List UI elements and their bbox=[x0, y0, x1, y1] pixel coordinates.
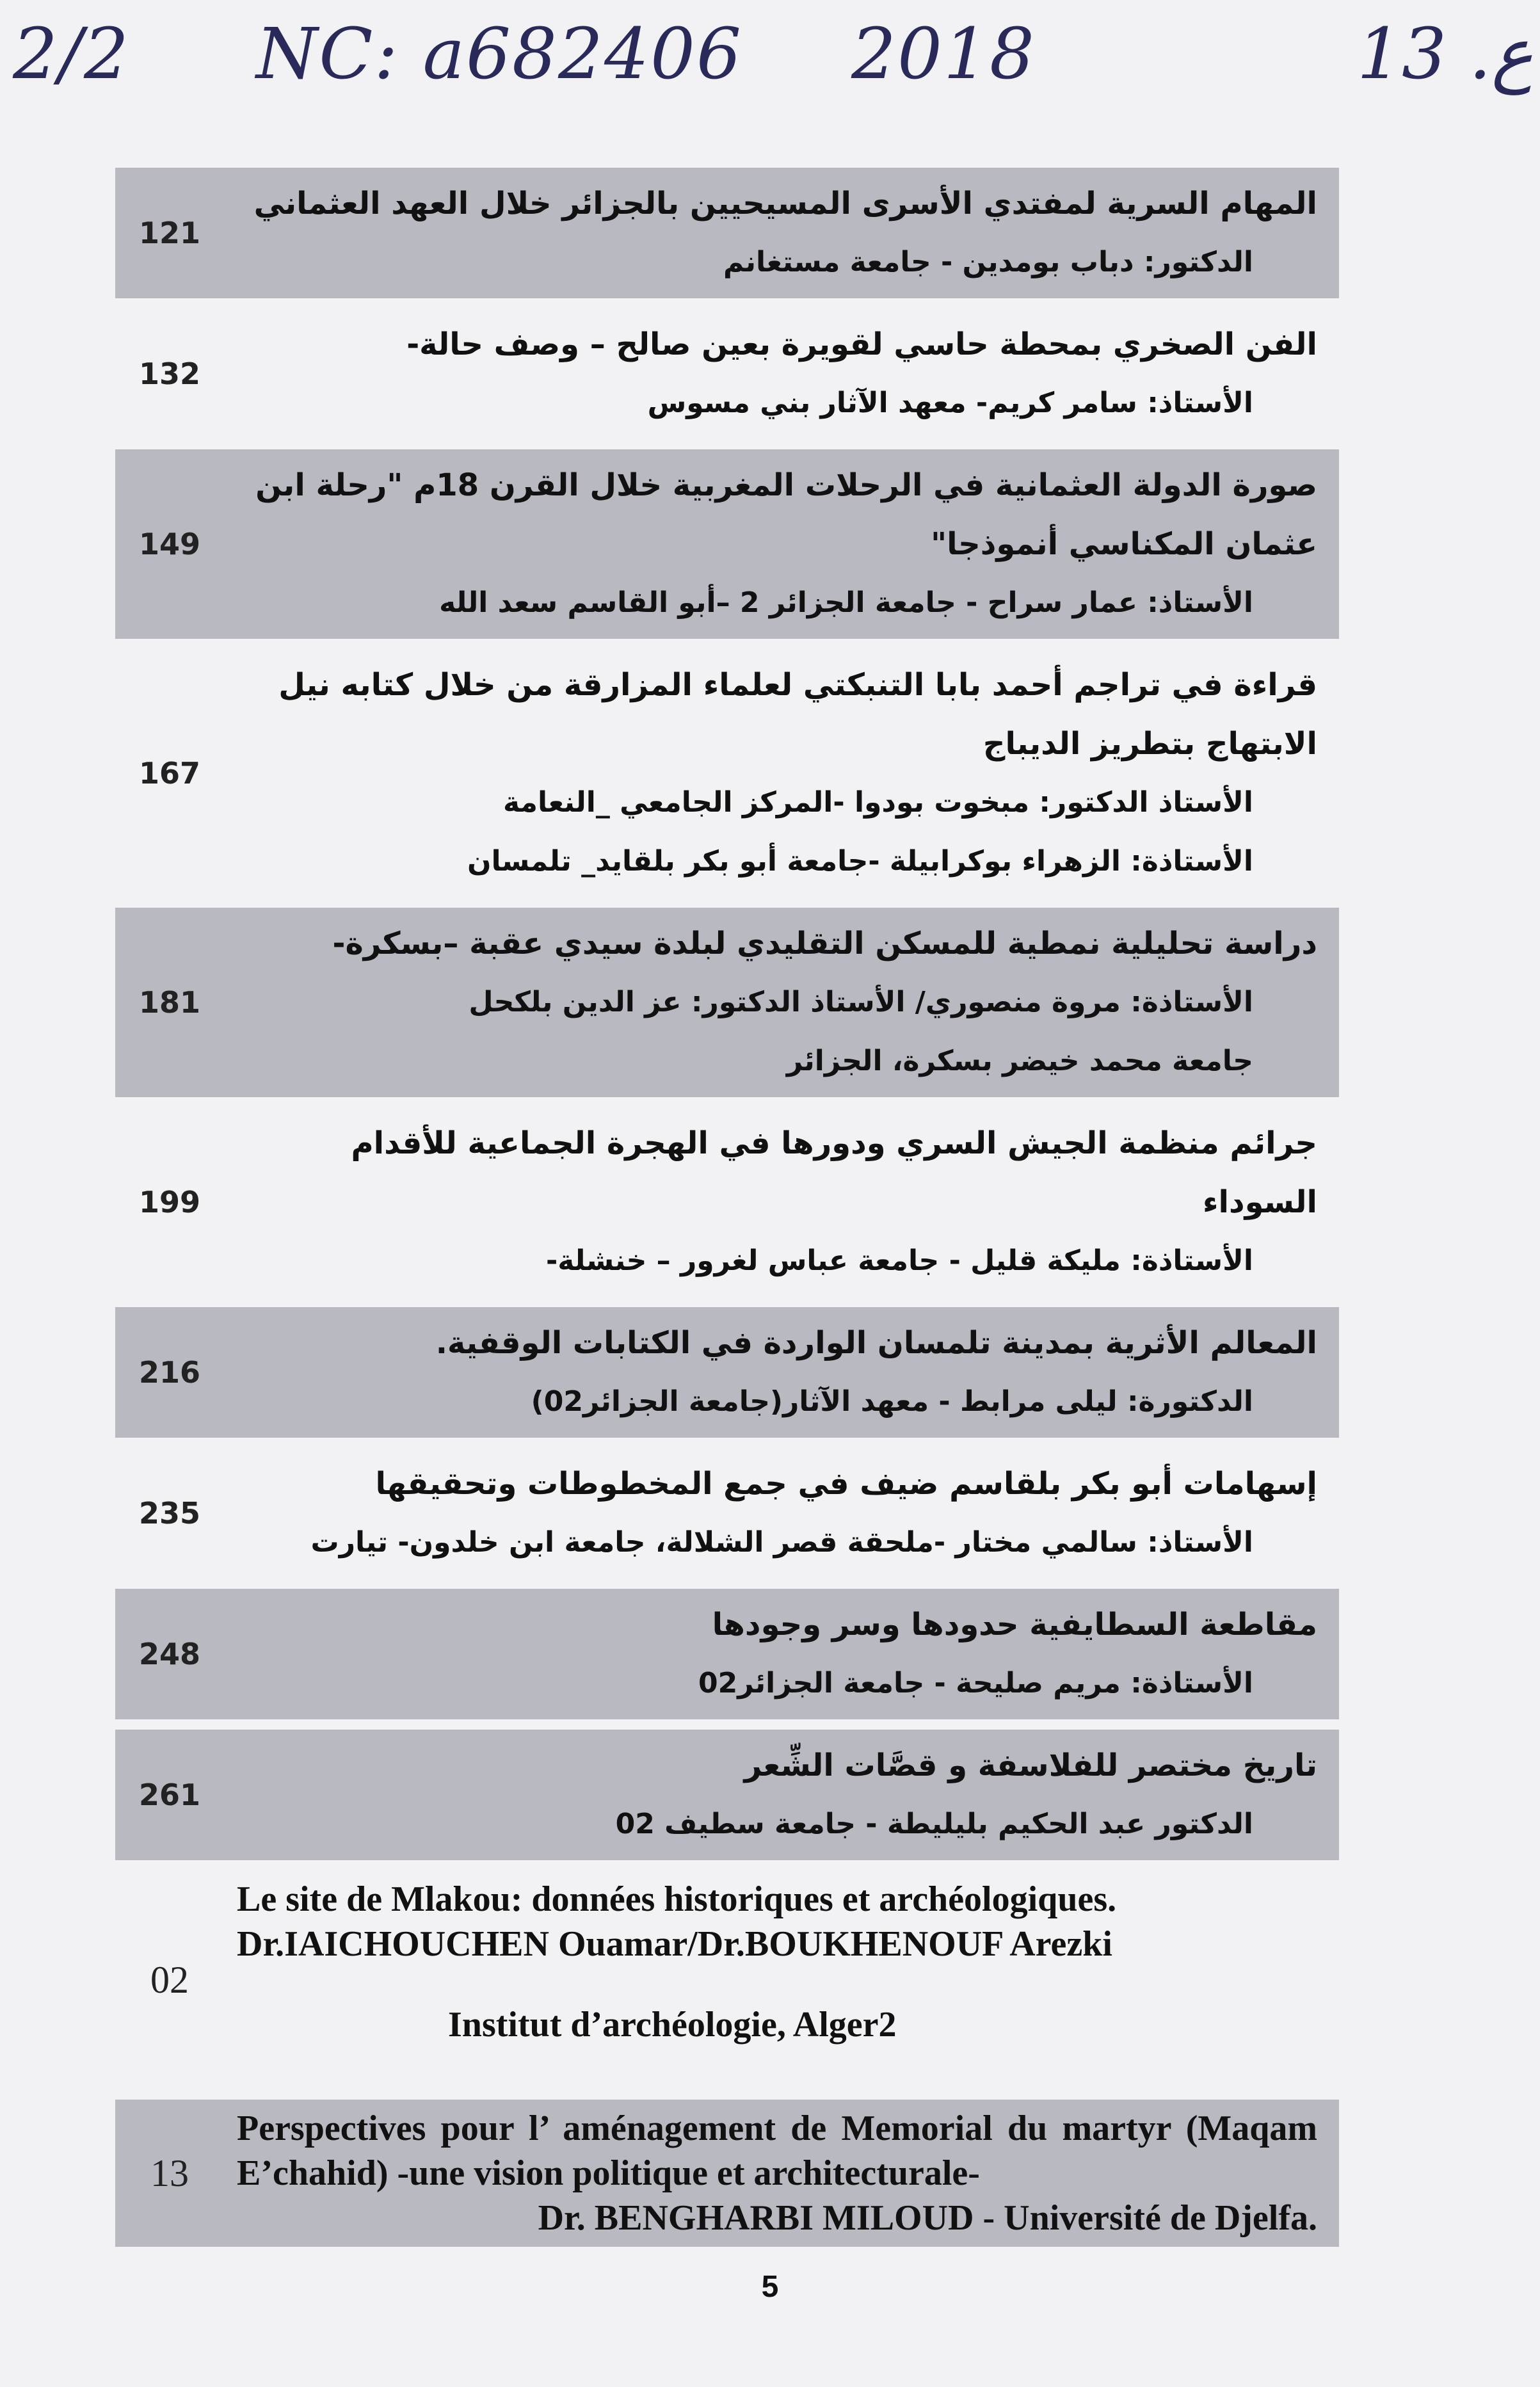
toc-entry-french bbox=[115, 1870, 1339, 2089]
entry-title: دراسة تحليلية نمطية للمسكن التقليدي لبلدة سيدي عقبة –بسكرة- bbox=[332, 926, 1317, 961]
entry-title: إسهامات أبو بكر بلقاسم ضيف في جمع المخطوطات وتحقيقها bbox=[375, 1466, 1317, 1502]
toc-entry bbox=[115, 309, 1339, 439]
entry-page-number: 248 bbox=[138, 1637, 201, 1671]
entry-page-number: 261 bbox=[138, 1778, 201, 1812]
entry-page-number: 181 bbox=[138, 985, 201, 1020]
entry-author: الأستاذة: الزهراء بوكرابيلة -جامعة أبو بكر بلقايد_ تلمسان bbox=[467, 845, 1253, 878]
entry-body bbox=[224, 449, 1339, 639]
entry-title: الفن الصخري بمحطة حاسي لقويرة بعين صالح – وصف حالة- bbox=[406, 326, 1317, 362]
entry-author: الدكتورة: ليلى مرابط - معهد الآثار(جامعة الجزائر02) bbox=[531, 1385, 1253, 1418]
toc-entry bbox=[115, 1107, 1339, 1297]
entry-page-number: 121 bbox=[138, 216, 201, 250]
handwritten-reference: NC: a682406 bbox=[256, 13, 742, 95]
entry-author: Dr.IAICHOUCHEN Ouamar/Dr.BOUKHENOUF Arezki bbox=[237, 1924, 1112, 1964]
handwritten-note-left: 2/2 bbox=[13, 13, 131, 95]
toc-entry bbox=[115, 1307, 1339, 1438]
entry-body bbox=[224, 309, 1339, 439]
entry-page-number: 216 bbox=[138, 1355, 201, 1390]
entry-title: مقاطعة السطايفية حدودها وسر وجودها bbox=[712, 1607, 1317, 1643]
entry-page-number: 149 bbox=[138, 527, 201, 561]
entry-page-number: 199 bbox=[138, 1185, 201, 1219]
entry-title: Perspectives pour l’ aménagement de Memorial du martyr (Maqam E’chahid) -une vision politique et architecturale- bbox=[237, 2109, 1317, 2193]
handwritten-year: 2018 bbox=[851, 13, 1036, 95]
entry-author: الأستاذة: مليكة قليل - جامعة عباس لغرور – خنشلة- bbox=[545, 1244, 1253, 1277]
toc-entry bbox=[115, 1589, 1339, 1719]
entry-author: الأستاذ: سالمي مختار -ملحقة قصر الشلالة، جامعة ابن خلدون- تيارت bbox=[310, 1526, 1253, 1559]
entry-body bbox=[224, 1589, 1339, 1719]
entry-affiliation: Institut d’archéologie, Alger2 bbox=[448, 2005, 897, 2045]
entry-title: المعالم الأثرية بمدينة تلمسان الواردة في الكتابات الوقفية. bbox=[435, 1325, 1317, 1361]
entry-title: صورة الدولة العثمانية في الرحلات المغربية خلال القرن 18م "رحلة ابن عثمان المكناسي أنموذجا" bbox=[255, 467, 1317, 562]
entry-page-number: 132 bbox=[138, 357, 201, 391]
entry-author: Dr. BENGHARBI MILOUD - Université de Djelfa. bbox=[538, 2198, 1317, 2238]
entry-body bbox=[224, 1448, 1339, 1579]
entry-author: الأستاذة: مروة منصوري/ الأستاذ الدكتور: عز الدين بلكحل bbox=[469, 986, 1253, 1018]
entry-title: جرائم منظمة الجيش السري ودورها في الهجرة الجماعية للأقدام السوداء bbox=[351, 1125, 1317, 1220]
entry-author: الأستاذ: عمار سراح - جامعة الجزائر 2 –أبو القاسم سعد الله bbox=[439, 586, 1253, 619]
entry-page-number: 13 bbox=[150, 2151, 189, 2194]
entry-body bbox=[224, 1730, 1339, 1860]
entry-title: قراءة في تراجم أحمد بابا التنبكتي لعلماء المزارقة من خلال كتابه نيل الابتهاج بتطريز الديباج bbox=[278, 667, 1317, 762]
table-of-contents bbox=[115, 168, 1339, 2257]
entry-body bbox=[224, 1870, 1339, 2089]
entry-body bbox=[224, 2100, 1339, 2247]
entry-body bbox=[224, 649, 1339, 897]
entry-title: Le site de Mlakou: données historiques et archéologiques. bbox=[237, 1879, 1117, 1919]
toc-entry bbox=[115, 168, 1339, 298]
entry-page-number: 02 bbox=[150, 1958, 189, 2001]
entry-author: الأستاذ الدكتور: مبخوت بودوا -المركز الجامعي _النعامة bbox=[503, 786, 1253, 819]
entry-author: الدكتور عبد الحكيم بليليطة - جامعة سطيف 02 bbox=[615, 1808, 1253, 1840]
entry-author: الدكتور: دباب بومدين - جامعة مستغانم bbox=[723, 246, 1253, 278]
entry-page-number: 167 bbox=[138, 756, 201, 791]
entry-author: جامعة محمد خيضر بسكرة، الجزائر bbox=[786, 1045, 1253, 1077]
entry-body bbox=[224, 168, 1339, 298]
page-number: 5 bbox=[761, 2270, 779, 2304]
handwritten-note-right: 13 .ع bbox=[1357, 13, 1534, 95]
toc-entry bbox=[115, 449, 1339, 639]
toc-entry bbox=[115, 1730, 1339, 1860]
entry-title: المهام السرية لمفتدي الأسرى المسيحيين بالجزائر خلال العهد العثماني bbox=[253, 186, 1317, 221]
entry-title: تاريخ مختصر للفلاسفة و قصَّات الشِّعر bbox=[744, 1748, 1317, 1783]
entry-author: الأستاذة: مريم صليحة - جامعة الجزائر02 bbox=[698, 1667, 1253, 1700]
toc-entry-french bbox=[115, 2100, 1339, 2247]
entry-body bbox=[224, 908, 1339, 1097]
toc-entry bbox=[115, 1448, 1339, 1579]
entry-page-number: 235 bbox=[138, 1496, 201, 1531]
entry-body bbox=[224, 1107, 1339, 1297]
toc-entry bbox=[115, 649, 1339, 897]
toc-entry bbox=[115, 908, 1339, 1097]
entry-author: الأستاذ: سامر كريم- معهد الآثار بني مسوس bbox=[647, 387, 1253, 419]
entry-body bbox=[224, 1307, 1339, 1438]
